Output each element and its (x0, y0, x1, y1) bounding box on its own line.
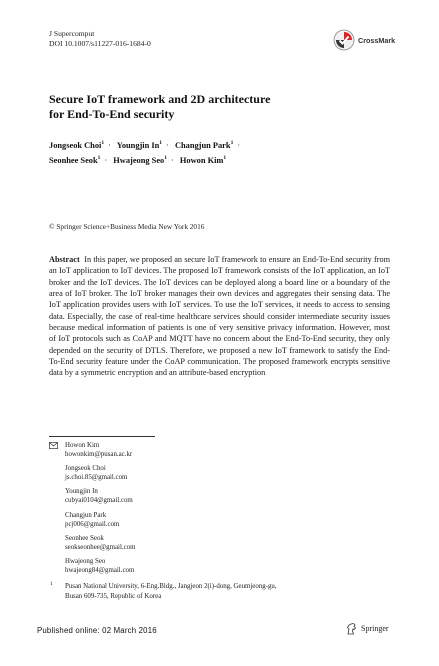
author-separator: · (237, 140, 241, 150)
author-separator: · (104, 155, 108, 165)
author-line-1 (49, 137, 379, 152)
envelope-icon (49, 442, 58, 449)
contact-name: Seonhee Seok (65, 534, 104, 542)
springer-horse-icon (345, 622, 358, 635)
author-separator: · (170, 155, 174, 165)
author-separator: · (108, 140, 111, 150)
abstract-label: Abstract (49, 255, 80, 264)
journal-name: J Supercomput (49, 29, 95, 38)
crossmark-badge[interactable] (333, 26, 417, 54)
contact-entry (49, 557, 389, 575)
author-line-2 (49, 152, 379, 167)
affiliation (49, 582, 389, 602)
contact-email[interactable]: hwajeong84@gmail.com (65, 567, 135, 575)
contact-email[interactable]: pcj006@gmail.com (65, 520, 120, 528)
copyright-notice: © Springer Science+Business Media New York 2016 (49, 222, 205, 231)
author-affiliation-mark: 1 (159, 140, 163, 146)
contact-entry (49, 464, 389, 482)
published-date: Published online: 02 March 2016 (37, 626, 157, 635)
paper-title (49, 92, 379, 122)
crossmark-icon (333, 29, 355, 51)
contact-name: Hwajeong Seo (65, 557, 106, 565)
affiliation-line-2: Busan 609-735, Republic of Korea (65, 592, 162, 600)
footnote-divider (49, 436, 155, 437)
publisher-name: Springer (361, 624, 389, 633)
author-affiliation-mark: 1 (230, 140, 234, 146)
author-list (49, 137, 379, 167)
contact-entry (49, 511, 389, 529)
author-contacts (49, 441, 389, 602)
author-name[interactable]: Jongseok Choi (49, 140, 102, 150)
author-name[interactable]: Changjun Park (174, 140, 231, 150)
affiliation-number: 1 (50, 581, 53, 588)
affiliation-line-1: Pusan National University, 6-Eng.Bldg., Jangjeon 2(i)-dong, Geumjeong-gu, (65, 583, 277, 591)
contact-email[interactable]: js.choi.85@gmail.com (65, 474, 128, 482)
author-name[interactable]: Howon Kim (179, 155, 224, 165)
author-name[interactable]: Hwajeong Seo (113, 155, 165, 165)
title-line-1: Secure IoT framework and 2D architecture (49, 92, 271, 106)
contact-email[interactable]: seokseonhee@gmail.com (65, 543, 136, 551)
author-affiliation-mark: 1 (97, 154, 101, 161)
contact-email[interactable]: cubyai0104@gmail.com (65, 497, 133, 505)
crossmark-label: CrossMark (358, 35, 396, 45)
contact-entry (49, 534, 389, 552)
contact-name: Howon Kim (65, 442, 100, 449)
author-affiliation-mark: 1 (164, 154, 167, 161)
author-name[interactable]: Youngjin In (116, 140, 160, 150)
author-separator: · (166, 140, 169, 150)
abstract (49, 254, 390, 379)
doi[interactable]: DOI 10.1007/s11227-016-1684-0 (49, 39, 151, 48)
contact-name: Changjun Park (65, 511, 107, 519)
author-affiliation-mark: 1 (223, 154, 227, 161)
author-name[interactable]: Seonhee Seok (49, 155, 98, 165)
title-line-2: for End-To-End security (49, 107, 175, 121)
contact-email[interactable]: howonkim@pusan.ac.kr (65, 451, 133, 459)
abstract-text: In this paper, we proposed an secure IoT framework to ensure an End-To-End security from an IoT application to IoT devices. The proposed IoT framework consists of the IoT application, an IoT broker and the IoT devices. The IoT devices can be deployed along a board line or a boundary of the area of IoT broker. The IoT broker manages their own devices and aggregates their sensing data. The IoT application provides users with IoT services. To use the IoT services, it needs to access to sensing data. Especially, the case of real-time healthcare services should consider intermediate security issues because medical information of patients is one of very sensitive privacy information. However, most of IoT protocols such as CoAP and MQTT have no concern about the End-To-End security, they only depended on the security of DTLS. Therefore, we proposed a new IoT framework to satisfy the End-To-End security feature under the CoAP communication. The proposed framework encrypts sensitive data by a symmetric encryption and an attribute-based encryption (49, 255, 390, 378)
publisher-logo[interactable] (345, 622, 389, 635)
contact-entry (49, 441, 389, 459)
author-affiliation-mark: 1 (101, 140, 105, 146)
contact-entry (49, 487, 389, 505)
contact-name: Youngjin In (65, 488, 98, 496)
contact-name: Jongseok Choi (65, 465, 106, 473)
